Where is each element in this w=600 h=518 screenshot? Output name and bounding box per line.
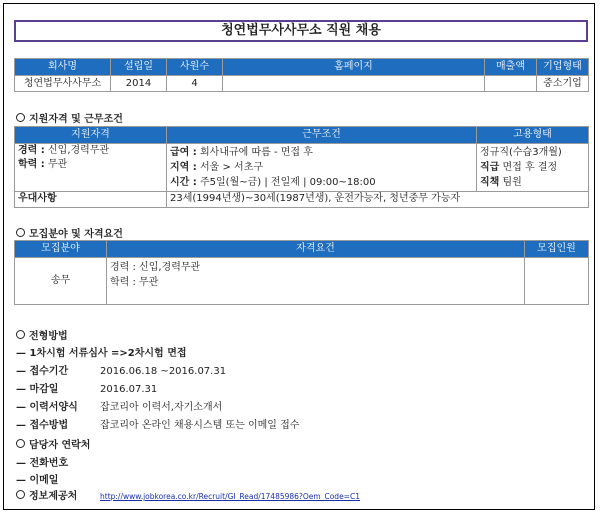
contact-email-row: — 이메일 bbox=[16, 475, 59, 486]
circle-bullet-icon bbox=[16, 228, 25, 237]
preference-label: 우대사항 bbox=[15, 192, 167, 208]
circle-bullet-icon bbox=[16, 490, 25, 499]
info-row-deadline: — 마감일 2016.07.31 bbox=[16, 384, 158, 395]
header-qualifications: 지원자격 bbox=[15, 127, 167, 144]
job-posting-page bbox=[3, 3, 595, 510]
section-recruitment-heading: 모집분야 및 자격요건 bbox=[16, 225, 123, 240]
header-employment-type: 고용형태 bbox=[477, 127, 589, 144]
qualifications-cell bbox=[15, 144, 167, 192]
header-company-type: 기업형태 bbox=[537, 59, 589, 76]
header-recruit-count: 모집인원 bbox=[525, 241, 589, 258]
circle-bullet-icon bbox=[16, 439, 25, 448]
posting-title: 청연법무사사무소 직원 채용 bbox=[14, 20, 588, 42]
section-selection-heading: 전형방법 bbox=[16, 327, 68, 342]
contact-phone-row: — 전화번호 bbox=[16, 458, 69, 469]
recruit-count bbox=[525, 258, 589, 305]
selection-process: — 1차시험 서류심사 =>2차시험 면접 bbox=[16, 348, 187, 359]
qual-education: 학력 : 무관 bbox=[18, 159, 68, 170]
header-founded: 설립일 bbox=[111, 59, 167, 76]
header-company-name: 회사명 bbox=[15, 59, 111, 76]
qual-career: 경력 : 신입,경력무관 bbox=[18, 145, 110, 156]
recruitment-table bbox=[14, 240, 589, 305]
employment-cell bbox=[477, 144, 589, 192]
cond-salary: 급여 : 회사내규에 따름 - 면접 후 bbox=[170, 147, 313, 158]
founded-year: 2014 bbox=[111, 76, 167, 92]
header-homepage: 홈페이지 bbox=[223, 59, 485, 76]
req-career: 경력 : 신입,경력무관 bbox=[110, 262, 201, 273]
section-contact-heading: 담당자 연락처 bbox=[16, 436, 90, 451]
company-info-table bbox=[14, 58, 589, 92]
homepage-value bbox=[223, 76, 485, 92]
header-work-conditions: 근무조건 bbox=[167, 127, 477, 144]
cond-location: 지역 : 서울 > 서초구 bbox=[170, 162, 264, 173]
employee-count: 4 bbox=[167, 76, 223, 92]
requirements-cell bbox=[107, 258, 525, 305]
circle-bullet-icon bbox=[16, 113, 25, 122]
header-employees: 사원수 bbox=[167, 59, 223, 76]
info-source-row: 정보제공처 http://www.jobkorea.co.kr/Recruit/GI_Read/17485986?Oem_Code=C1 bbox=[16, 487, 360, 502]
source-link[interactable]: http://www.jobkorea.co.kr/Recruit/GI_Read/17485986?Oem_Code=C1 bbox=[100, 492, 360, 501]
company-name: 청연법무사사무소 bbox=[15, 76, 111, 92]
header-revenue: 매출액 bbox=[485, 59, 537, 76]
header-requirements: 자격요건 bbox=[107, 241, 525, 258]
header-recruit-field: 모집분야 bbox=[15, 241, 107, 258]
conditions-cell bbox=[167, 144, 477, 192]
qualifications-table bbox=[14, 126, 589, 208]
req-education: 학력 : 무관 bbox=[110, 277, 159, 288]
section-qualifications-heading: 지원자격 및 근무조건 bbox=[16, 110, 123, 125]
employment-position: 직책 팀원 bbox=[480, 177, 522, 188]
info-row-apply-method: — 접수방법 잡코리아 온라인 채용시스템 또는 이메일 접수 bbox=[16, 420, 300, 431]
employment-rank: 직급 면접 후 결정 bbox=[480, 162, 558, 173]
revenue-value bbox=[485, 76, 537, 92]
employment-type: 정규직(수습3개월) bbox=[480, 147, 562, 158]
company-type: 중소기업 bbox=[537, 76, 589, 92]
cond-hours: 시간 : 주5일(월~금) | 전일제 | 09:00~18:00 bbox=[170, 177, 376, 188]
circle-bullet-icon bbox=[16, 330, 25, 339]
info-row-period: — 접수기간 2016.06.18 ~2016.07.31 bbox=[16, 366, 227, 377]
recruit-field: 송무 bbox=[15, 258, 107, 305]
info-row-resume-form: — 이력서양식 잡코리아 이력서,자기소개서 bbox=[16, 402, 223, 413]
preference-value: 23세(1994년생)~30세(1987년생), 운전가능자, 청년중무 가능자 bbox=[167, 192, 589, 208]
